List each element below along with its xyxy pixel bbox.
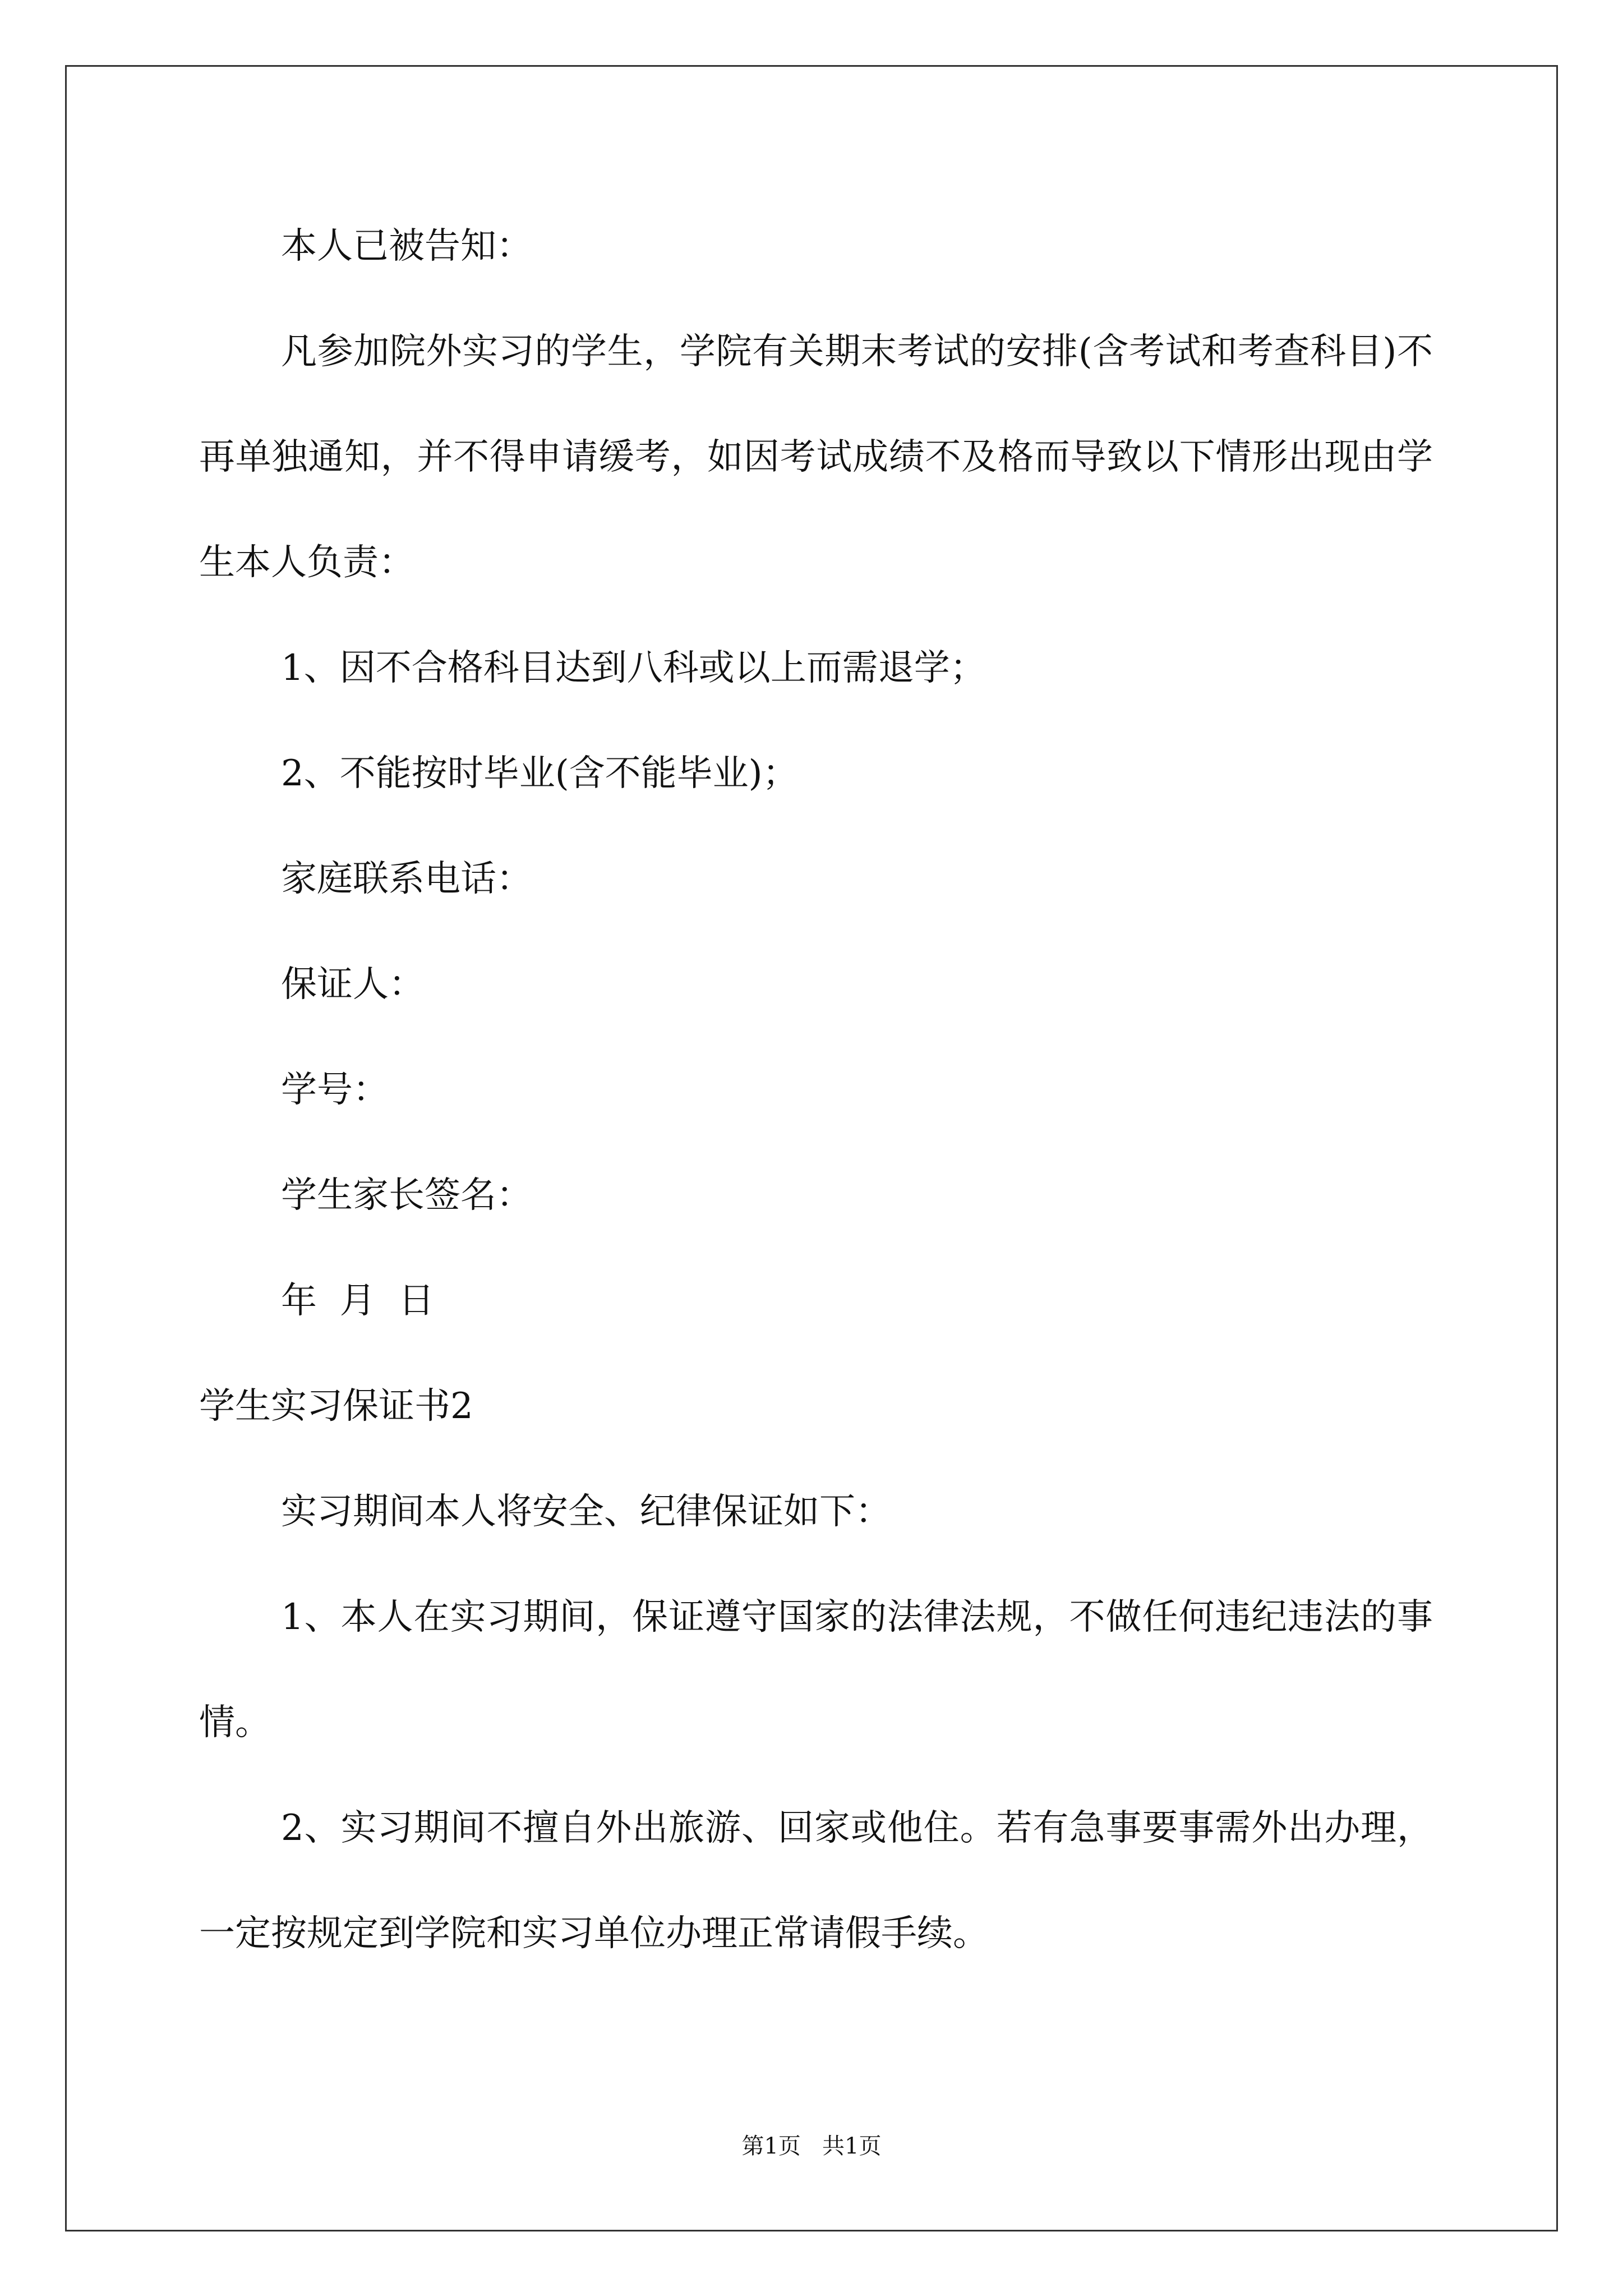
paragraph-item-1: 1、因不合格科目达到八科或以上而需退学； [281, 647, 986, 689]
field-date: 年 月 日 [281, 1280, 435, 1322]
section-heading: 学生实习保证书2 [199, 1386, 473, 1427]
field-guarantor: 保证人： [281, 964, 425, 1005]
field-parent-signature: 学生家长签名： [281, 1175, 532, 1216]
paragraph-pledge-2: 2、实习期间不擅自外出旅游、回家或他住。若有急事要事需外出办理，一定按规定到学院和实习单位办理正常请假手续。 [199, 1807, 1433, 1954]
page-number-footer: 第1页 共1页 [741, 2133, 882, 2159]
paragraph-exam-arrangement: 凡参加院外实习的学生，学院有关期末考试的安排(含考试和考查科目)不再单独通知，并不得申请缓考，如因考试成绩不及格而导致以下情形出现由学生本人负责： [199, 331, 1433, 583]
paragraph-pledge-intro: 实习期间本人将安全、纪律保证如下： [281, 1491, 891, 1533]
field-student-id: 学号： [281, 1069, 389, 1111]
document-body [199, 194, 1433, 1986]
paragraph-item-2: 2、不能按时毕业(含不能毕业)； [281, 753, 799, 794]
paragraph-notice: 本人已被告知： [281, 226, 532, 267]
paragraph-pledge-1: 1、本人在实习期间，保证遵守国家的法律法规，不做任何违纪违法的事情。 [199, 1596, 1433, 1743]
field-family-phone: 家庭联系电话： [281, 858, 532, 900]
